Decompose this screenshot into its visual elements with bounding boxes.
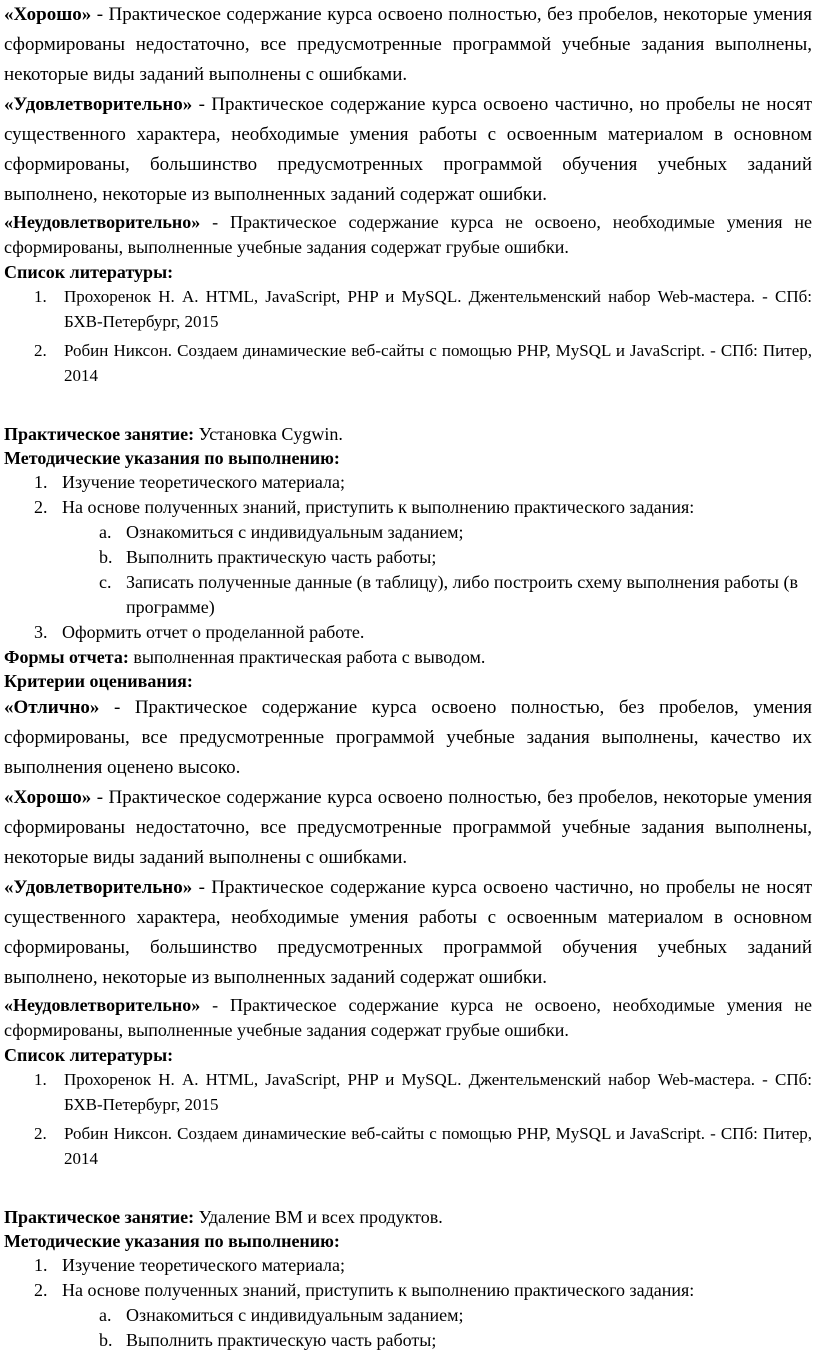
report-text: выполненная практическая работа с выводом. xyxy=(128,647,486,667)
list-item: b. Выполнить практическую часть работы; xyxy=(99,547,437,567)
grade-unsatisfactory-text: - Практическое содержание курса не освоено, необходимые умения не сформированы, выполненные учебные задания содержат грубые ошибки. xyxy=(4,212,812,257)
grade-satisfactory-paragraph xyxy=(4,90,812,210)
list-item: a. Ознакомиться с индивидуальным заданием; xyxy=(99,1305,464,1325)
substeps-list xyxy=(4,1303,812,1353)
grade-good-label: «Хорошо» xyxy=(4,4,92,25)
method-heading: Методические указания по выполнению: xyxy=(4,1231,340,1251)
list-item: c. Записать полученные данные (в таблицу), либо построить схему выполнения работы (в программе) xyxy=(99,572,798,617)
lesson-label: Практическое занятие: xyxy=(4,1207,195,1227)
grade-unsatisfactory-text: - Практическое содержание курса не освоено, необходимые умения не сформированы, выполненные учебные задания содержат грубые ошибки. xyxy=(4,995,812,1040)
list-item: 1. Прохоренок Н. А. HTML, JavaScript, PHP и MySQL. Джентельменский набор Web-мастера. - СПб: БХВ-Петербург, 2015 xyxy=(34,1070,812,1114)
grade-good-paragraph xyxy=(4,0,812,90)
lesson-title xyxy=(4,1205,812,1229)
grade-satisfactory-paragraph xyxy=(4,873,812,993)
steps-list-continued xyxy=(4,620,812,645)
grade-good-paragraph xyxy=(4,783,812,873)
literature-list xyxy=(4,284,812,388)
list-item: 2. Робин Никсон. Создаем динамические веб-сайты с помощью PHP, MySQL и JavaScript. - СПб: Питер, 2014 xyxy=(34,1124,812,1168)
grade-satisfactory-label: «Удовлетворительно» xyxy=(4,877,193,898)
grade-unsatisfactory-label: «Неудовлетворительно» xyxy=(4,995,201,1015)
list-item: 3. Оформить отчет о проделанной работе. xyxy=(34,622,365,642)
literature-heading: Список литературы: xyxy=(4,262,174,282)
list-item: 1. Прохоренок Н. А. HTML, JavaScript, PHP и MySQL. Джентельменский набор Web-мастера. - СПб: БХВ-Петербург, 2015 xyxy=(34,287,812,331)
grade-good-label: «Хорошо» xyxy=(4,787,92,808)
grade-excellent-text: - Практическое содержание курса освоено полностью, без пробелов, умения сформированы, все предусмотренные программой учебные задания выполнены, качество их выполнения оценено высоко. xyxy=(4,697,812,778)
spacer xyxy=(4,392,812,422)
grade-satisfactory-label: «Удовлетворительно» xyxy=(4,94,193,115)
list-item: 1. Изучение теоретического материала; xyxy=(34,472,346,492)
literature-heading: Список литературы: xyxy=(4,1045,174,1065)
literature-list xyxy=(4,1067,812,1171)
lesson-name: Установка Cygwin. xyxy=(194,424,343,444)
grade-satisfactory-text: - Практическое содержание курса освоено частично, но пробелы не носят существенного характера, необходимые умения работы с освоенным материалом в основном сформированы, большинство предусмотренных программой обучения учебных заданий выполнено, некоторые из выполненных заданий содержат ошибки. xyxy=(4,877,812,988)
grade-good-text: - Практическое содержание курса освоено полностью, без пробелов, некоторые умения сформированы недостаточно, все предусмотренные программой учебные задания выполнены, некоторые виды заданий выполнены с ошибками. xyxy=(4,4,812,85)
list-item: 1. Изучение теоретического материала; xyxy=(34,1255,346,1275)
grade-excellent-label: «Отлично» xyxy=(4,697,100,718)
spacer xyxy=(4,1175,812,1205)
steps-list xyxy=(4,1253,812,1303)
grade-unsatisfactory-paragraph xyxy=(4,210,812,260)
lesson-label: Практическое занятие: xyxy=(4,424,195,444)
list-item: 2. Робин Никсон. Создаем динамические веб-сайты с помощью PHP, MySQL и JavaScript. - СПб: Питер, 2014 xyxy=(34,341,812,385)
list-item: 2. На основе полученных знаний, приступить к выполнению практического задания: xyxy=(34,1280,695,1300)
report-forms xyxy=(4,645,812,669)
method-heading: Методические указания по выполнению: xyxy=(4,448,340,468)
grade-unsatisfactory-label: «Неудовлетворительно» xyxy=(4,212,201,232)
list-item: a. Ознакомиться с индивидуальным заданием; xyxy=(99,522,464,542)
list-item: b. Выполнить практическую часть работы; xyxy=(99,1330,437,1350)
lesson-title xyxy=(4,422,812,446)
grade-excellent-paragraph xyxy=(4,693,812,783)
substeps-list xyxy=(4,520,812,620)
list-item: 2. На основе полученных знаний, приступить к выполнению практического задания: xyxy=(34,497,695,517)
lesson-name: Удаление ВМ и всех продуктов. xyxy=(194,1207,443,1227)
steps-list xyxy=(4,470,812,520)
grade-satisfactory-text: - Практическое содержание курса освоено частично, но пробелы не носят существенного характера, необходимые умения работы с освоенным материалом в основном сформированы, большинство предусмотренных программой обучения учебных заданий выполнено, некоторые из выполненных заданий содержат ошибки. xyxy=(4,94,812,205)
report-label: Формы отчета: xyxy=(4,647,129,667)
grade-good-text: - Практическое содержание курса освоено полностью, без пробелов, некоторые умения сформированы недостаточно, все предусмотренные программой учебные задания выполнены, некоторые виды заданий выполнены с ошибками. xyxy=(4,787,812,868)
grade-unsatisfactory-paragraph xyxy=(4,993,812,1043)
criteria-heading: Критерии оценивания: xyxy=(4,671,193,691)
